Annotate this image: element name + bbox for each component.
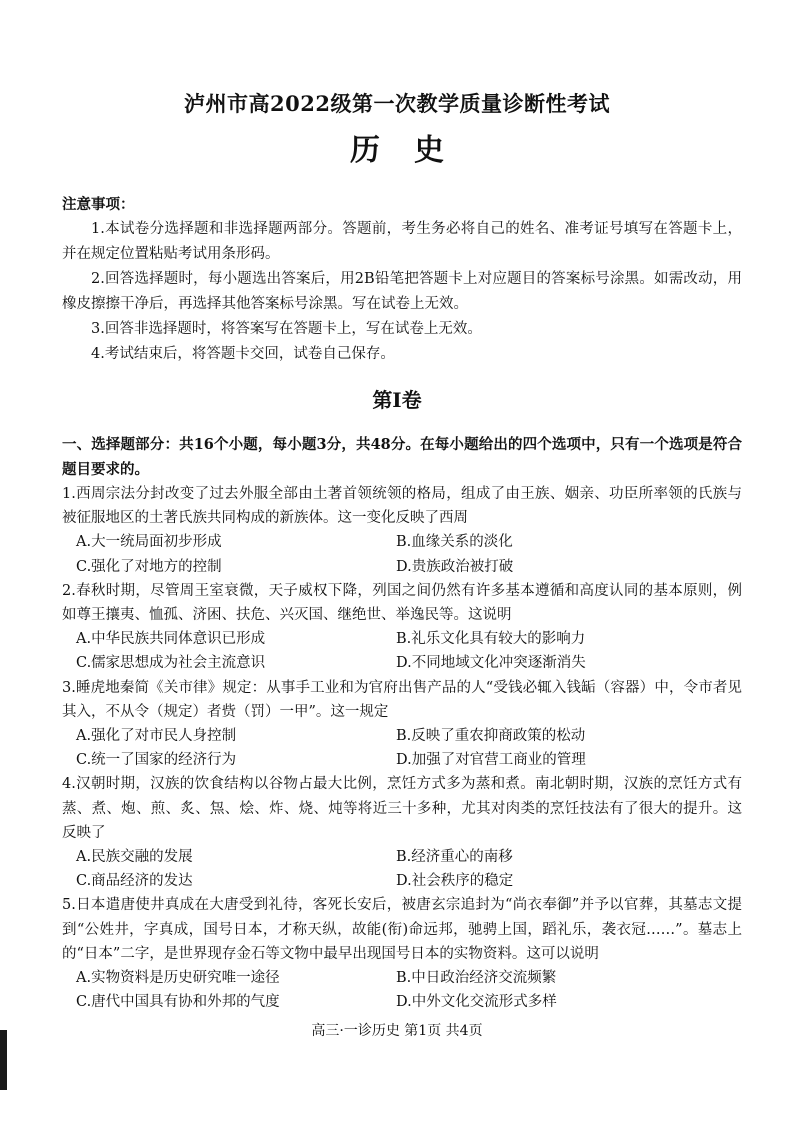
option-a: A.强化了对市民人身控制 xyxy=(76,728,237,745)
notice-item: 4.考试结束后，将答题卡交回，试卷自己保存。 xyxy=(91,346,395,362)
section-instructions: 一、选择题部分：共16个小题，每小题3分，共48分。在每小题给出的四个选项中，只有一个选项是符合题目要求的。 xyxy=(62,436,742,478)
notice-heading: 注意事项： xyxy=(62,196,135,213)
question xyxy=(62,893,742,1014)
option-grid xyxy=(62,845,742,893)
question xyxy=(62,676,742,773)
option-d: D.贵族政治被打破 xyxy=(396,558,514,575)
option-c: C.商品经济的发达 xyxy=(76,873,193,890)
volume-heading: 第Ⅰ卷 xyxy=(372,388,422,412)
question-stem: 4.汉朝时期，汉族的饮食结构以谷物占最大比例，烹饪方式多为蒸和煮。南北朝时期，汉族的烹饪方式有蒸、煮、炮、煎、炙、炰、烩、炸、烧、炖等将近三十多种，尤其对肉类的烹饪技法有了很大的提升。这反映了 xyxy=(62,776,742,841)
option-d: D.中外文化交流形式多样 xyxy=(396,994,557,1011)
question-stem: 1.西周宗法分封改变了过去外服全部由土著首领统领的格局，组成了由王族、姻亲、功臣所率领的氏族与被征服地区的土著氏族共同构成的新族体。这一变化反映了西周 xyxy=(62,486,742,527)
option-b: B.经济重心的南移 xyxy=(396,849,513,866)
question-stem: 5.日本遣唐使井真成在大唐受到礼待，客死长安后，被唐玄宗追封为“尚衣奉御”并予以官葬，其墓志文提到“公姓井，字真成，国号日本，才称天纵，故能(衔)命远邦，驰骋上国，蹈礼乐，袭衣冠……”。墓志上的“日本”二字，是世界现存金石等文物中最早出现国号日本的实物资料。这可以说明 xyxy=(62,897,742,962)
option-b: B.反映了重农抑商政策的松动 xyxy=(396,728,586,745)
question-stem: 2.春秋时期，尽管周王室衰微，天子威权下降，列国之间仍然有许多基本遵循和高度认同的基本原则，例如尊王攘夷、恤孤、济困、扶危、兴灭国、继绝世、举逸民等。这说明 xyxy=(62,582,742,624)
option-a: A.大一统局面初步形成 xyxy=(76,534,222,551)
option-grid xyxy=(62,530,742,578)
option-a: A.实物资料是历史研究唯一途径 xyxy=(76,970,280,987)
option-grid xyxy=(62,966,742,1014)
option-a: A.中华民族共同体意识已形成 xyxy=(76,631,266,648)
page-footer: 高三·一诊历史 第1页 共4页 xyxy=(311,1023,483,1039)
option-d: D.不同地域文化冲突逐渐消失 xyxy=(396,655,586,672)
notice-item: 2.回答选择题时，每小题选出答案后，用2B铅笔把答题卡上对应题目的答案标号涂黑。如需改动，用橡皮擦擦干净后，再选择其他答案标号涂黑。写在试卷上无效。 xyxy=(62,271,742,312)
exam-title: 泸州市高2022级第一次教学质量诊断性考试 xyxy=(184,91,610,116)
option-b: B.血缘关系的淡化 xyxy=(396,534,513,551)
option-c: C.强化了对地方的控制 xyxy=(76,558,222,575)
option-a: A.民族交融的发展 xyxy=(76,849,193,866)
option-c: C.唐代中国具有协和外邦的气度 xyxy=(76,994,280,1011)
option-c: C.统一了国家的经济行为 xyxy=(76,752,237,769)
option-grid xyxy=(62,627,742,675)
question xyxy=(62,579,742,676)
option-d: D.加强了对官营工商业的管理 xyxy=(396,752,586,769)
question-list xyxy=(62,482,742,1014)
subject-title: 历史 xyxy=(350,133,478,168)
notice-item: 1.本试卷分选择题和非选择题两部分。答题前，考生务必将自己的姓名、准考证号填写在答题卡上，并在规定位置粘贴考试用条形码。 xyxy=(62,221,742,262)
option-d: D.社会秩序的稳定 xyxy=(396,873,514,890)
notice-block xyxy=(62,192,742,367)
scan-edge-mark xyxy=(0,1030,7,1090)
option-b: B.礼乐文化具有较大的影响力 xyxy=(396,631,586,648)
option-grid xyxy=(62,724,742,772)
notice-item: 3.回答非选择题时，将答案写在答题卡上，写在试卷上无效。 xyxy=(91,321,482,337)
option-b: B.中日政治经济交流频繁 xyxy=(396,970,557,987)
question xyxy=(62,482,742,579)
question-stem: 3.睡虎地秦简《关市律》规定：从事手工业和为官府出售产品的人“受钱必辄入钱缿（容器）中，令市者见其入，不从令（规定）者赀（罚）一甲”。这一规定 xyxy=(62,679,742,720)
question xyxy=(62,772,742,893)
option-c: C.儒家思想成为社会主流意识 xyxy=(76,655,266,672)
